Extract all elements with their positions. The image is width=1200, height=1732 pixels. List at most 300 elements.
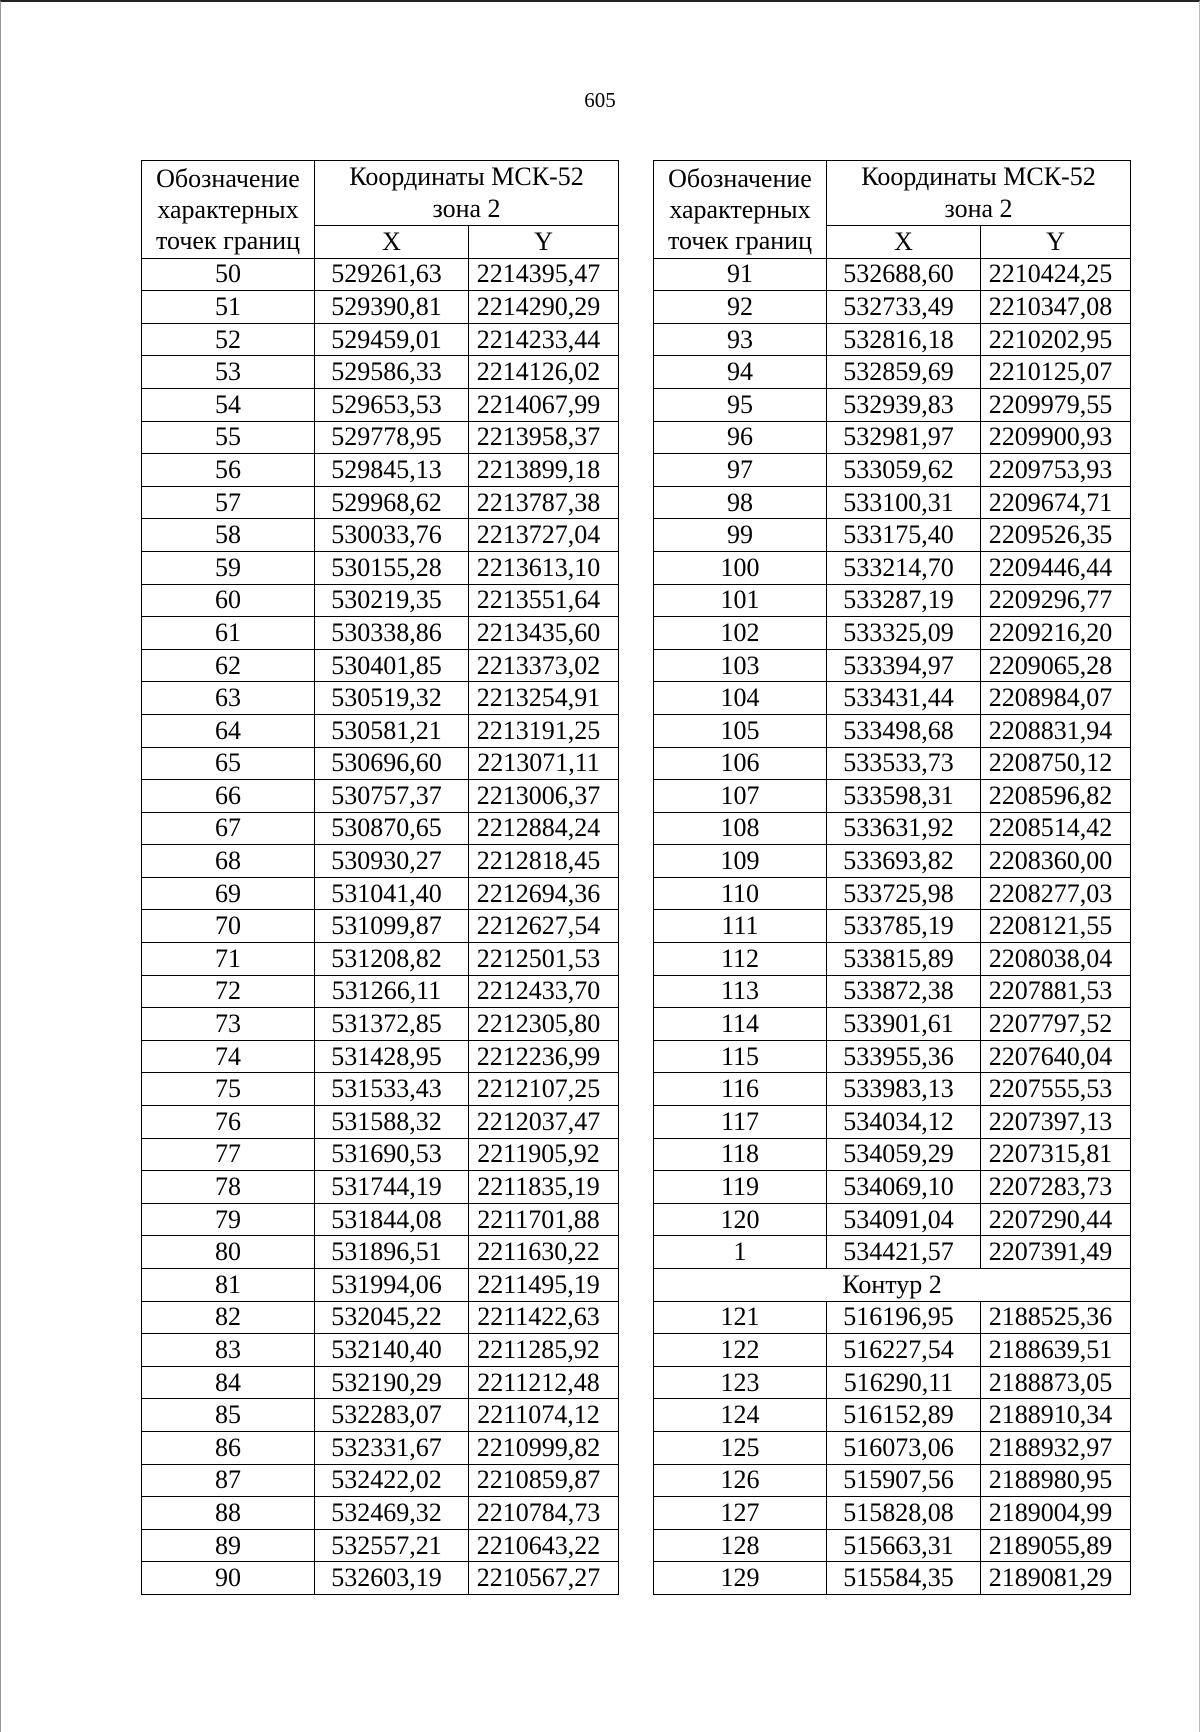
y-coordinate-cell: 2210567,27 [469, 1562, 619, 1595]
y-coordinate-cell: 2208360,00 [981, 845, 1131, 878]
point-id-cell: 66 [142, 780, 315, 813]
x-coordinate-cell: 531266,11 [315, 975, 469, 1008]
y-coordinate-cell: 2207315,81 [981, 1138, 1131, 1171]
x-coordinate-cell: 533785,19 [827, 910, 981, 943]
point-id-cell: 83 [142, 1334, 315, 1367]
x-coordinate-cell: 515907,56 [827, 1464, 981, 1497]
table-body [142, 258, 619, 1594]
point-id-cell: 95 [654, 388, 827, 421]
point-id-cell: 82 [142, 1301, 315, 1334]
x-coordinate-cell: 516290,11 [827, 1366, 981, 1399]
table-row [654, 1301, 1131, 1334]
y-coordinate-cell: 2213435,60 [469, 617, 619, 650]
table-row [142, 551, 619, 584]
y-coordinate-cell: 2210643,22 [469, 1529, 619, 1562]
x-column-header: X [827, 226, 981, 259]
page-number: 605 [584, 88, 616, 112]
point-id-cell: 65 [142, 747, 315, 780]
point-id-cell: 96 [654, 421, 827, 454]
table-row [142, 1431, 619, 1464]
point-id-cell: 69 [142, 877, 315, 910]
point-id-cell: 99 [654, 519, 827, 552]
point-id-cell: 125 [654, 1431, 827, 1464]
point-id-cell: 71 [142, 943, 315, 976]
point-column-header [142, 161, 315, 259]
table-row [654, 617, 1131, 650]
point-id-cell: 63 [142, 682, 315, 715]
y-coordinate-cell: 2213006,37 [469, 780, 619, 813]
x-coordinate-cell: 530696,60 [315, 747, 469, 780]
y-coordinate-cell: 2212884,24 [469, 812, 619, 845]
header-line: точек границ [667, 225, 813, 255]
x-column-header: X [315, 226, 469, 259]
y-coordinate-cell: 2211285,92 [469, 1334, 619, 1367]
y-coordinate-cell: 2212694,36 [469, 877, 619, 910]
table-row [654, 943, 1131, 976]
y-coordinate-cell: 2209296,77 [981, 584, 1131, 617]
x-coordinate-cell: 532603,19 [315, 1562, 469, 1595]
x-coordinate-cell: 531099,87 [315, 910, 469, 943]
y-coordinate-cell: 2210202,95 [981, 323, 1131, 356]
table-row [142, 356, 619, 389]
x-coordinate-cell: 532283,07 [315, 1399, 469, 1432]
table-row [142, 454, 619, 487]
table-row [654, 1399, 1131, 1432]
x-coordinate-cell: 533901,61 [827, 1008, 981, 1041]
y-coordinate-cell: 2211074,12 [469, 1399, 619, 1432]
x-coordinate-cell: 531690,53 [315, 1138, 469, 1171]
x-coordinate-cell: 533815,89 [827, 943, 981, 976]
point-id-cell: 67 [142, 812, 315, 845]
y-coordinate-cell: 2189081,29 [981, 1562, 1131, 1595]
table-row [654, 1431, 1131, 1464]
point-id-cell: 121 [654, 1301, 827, 1334]
x-coordinate-cell: 533287,19 [827, 584, 981, 617]
x-coordinate-cell: 530155,28 [315, 551, 469, 584]
y-coordinate-cell: 2208514,42 [981, 812, 1131, 845]
y-coordinate-cell: 2207283,73 [981, 1171, 1131, 1204]
table-row [142, 519, 619, 552]
x-coordinate-cell: 533214,70 [827, 551, 981, 584]
y-coordinate-cell: 2207290,44 [981, 1203, 1131, 1236]
y-coordinate-cell: 2213071,11 [469, 747, 619, 780]
table-row [142, 258, 619, 291]
coordinates-header [827, 161, 1131, 226]
point-column-header [654, 161, 827, 259]
table-row [654, 975, 1131, 1008]
point-id-cell: 129 [654, 1562, 827, 1595]
x-coordinate-cell: 533498,68 [827, 714, 981, 747]
point-id-cell: 50 [142, 258, 315, 291]
y-coordinate-cell: 2208121,55 [981, 910, 1131, 943]
y-coordinate-cell: 2212627,54 [469, 910, 619, 943]
x-coordinate-cell: 534091,04 [827, 1203, 981, 1236]
table-row [654, 1138, 1131, 1171]
y-coordinate-cell: 2207555,53 [981, 1073, 1131, 1106]
y-coordinate-cell: 2208984,07 [981, 682, 1131, 715]
y-coordinate-cell: 2209065,28 [981, 649, 1131, 682]
x-coordinate-cell: 530401,85 [315, 649, 469, 682]
point-id-cell: 120 [654, 1203, 827, 1236]
x-coordinate-cell: 533693,82 [827, 845, 981, 878]
x-coordinate-cell: 516073,06 [827, 1431, 981, 1464]
y-coordinate-cell: 2210125,07 [981, 356, 1131, 389]
x-coordinate-cell: 531041,40 [315, 877, 469, 910]
x-coordinate-cell: 533059,62 [827, 454, 981, 487]
table-row [142, 1464, 619, 1497]
x-coordinate-cell: 534059,29 [827, 1138, 981, 1171]
y-coordinate-cell: 2210347,08 [981, 291, 1131, 324]
y-coordinate-cell: 2209526,35 [981, 519, 1131, 552]
x-coordinate-cell: 532331,67 [315, 1431, 469, 1464]
table-row [654, 1040, 1131, 1073]
table-row [654, 910, 1131, 943]
table-row [654, 649, 1131, 682]
y-coordinate-cell: 2189055,89 [981, 1529, 1131, 1562]
table-row [142, 649, 619, 682]
header-line: точек границ [155, 225, 301, 255]
point-id-cell: 103 [654, 649, 827, 682]
x-coordinate-cell: 531896,51 [315, 1236, 469, 1269]
y-coordinate-cell: 2188910,34 [981, 1399, 1131, 1432]
y-coordinate-cell: 2209674,71 [981, 486, 1131, 519]
table-row [654, 714, 1131, 747]
table-row [142, 617, 619, 650]
table-row [142, 1008, 619, 1041]
table-row [654, 1236, 1131, 1269]
header-line: характерных [157, 194, 299, 224]
point-id-cell: 119 [654, 1171, 827, 1204]
x-coordinate-cell: 532045,22 [315, 1301, 469, 1334]
y-coordinate-cell: 2208831,94 [981, 714, 1131, 747]
x-coordinate-cell: 533325,09 [827, 617, 981, 650]
x-coordinate-cell: 529968,62 [315, 486, 469, 519]
point-id-cell: 85 [142, 1399, 315, 1432]
table-row [142, 682, 619, 715]
point-id-cell: 74 [142, 1040, 315, 1073]
coordinates-header [315, 161, 619, 226]
table-row [654, 1203, 1131, 1236]
y-coordinate-cell: 2214067,99 [469, 388, 619, 421]
x-coordinate-cell: 534069,10 [827, 1171, 981, 1204]
y-coordinate-cell: 2212818,45 [469, 845, 619, 878]
table-row [142, 1562, 619, 1595]
table-row [654, 356, 1131, 389]
table-row [654, 845, 1131, 878]
y-coordinate-cell: 2213373,02 [469, 649, 619, 682]
y-coordinate-cell: 2210859,87 [469, 1464, 619, 1497]
header-line: характерных [669, 194, 811, 224]
point-id-cell: 112 [654, 943, 827, 976]
point-id-cell: 97 [654, 454, 827, 487]
y-coordinate-cell: 2213787,38 [469, 486, 619, 519]
y-coordinate-cell: 2212305,80 [469, 1008, 619, 1041]
table-row [654, 1171, 1131, 1204]
x-coordinate-cell: 533533,73 [827, 747, 981, 780]
point-id-cell: 76 [142, 1106, 315, 1139]
y-coordinate-cell: 2210999,82 [469, 1431, 619, 1464]
y-coordinate-cell: 2210784,73 [469, 1497, 619, 1530]
point-id-cell: 70 [142, 910, 315, 943]
x-coordinate-cell: 530033,76 [315, 519, 469, 552]
point-id-cell: 113 [654, 975, 827, 1008]
point-id-cell: 57 [142, 486, 315, 519]
header-line: Обозначение [156, 163, 300, 193]
x-coordinate-cell: 530519,32 [315, 682, 469, 715]
point-id-cell: 107 [654, 780, 827, 813]
y-coordinate-cell: 2207397,13 [981, 1106, 1131, 1139]
x-coordinate-cell: 529845,13 [315, 454, 469, 487]
point-id-cell: 116 [654, 1073, 827, 1106]
x-coordinate-cell: 530930,27 [315, 845, 469, 878]
table-row [142, 1236, 619, 1269]
y-coordinate-cell: 2212236,99 [469, 1040, 619, 1073]
y-coordinate-cell: 2211835,19 [469, 1171, 619, 1204]
y-coordinate-cell: 2207391,49 [981, 1236, 1131, 1269]
point-id-cell: 56 [142, 454, 315, 487]
y-coordinate-cell: 2213254,91 [469, 682, 619, 715]
y-coordinate-cell: 2208750,12 [981, 747, 1131, 780]
table-row [654, 1106, 1131, 1139]
point-id-cell: 104 [654, 682, 827, 715]
table-row [142, 291, 619, 324]
point-id-cell: 90 [142, 1562, 315, 1595]
point-id-cell: 84 [142, 1366, 315, 1399]
table-row [142, 1073, 619, 1106]
point-id-cell: 51 [142, 291, 315, 324]
y-coordinate-cell: 2188932,97 [981, 1431, 1131, 1464]
table-row [654, 1529, 1131, 1562]
y-coordinate-cell: 2211630,22 [469, 1236, 619, 1269]
point-id-cell: 78 [142, 1171, 315, 1204]
table-row [654, 1073, 1131, 1106]
x-coordinate-cell: 530870,65 [315, 812, 469, 845]
x-coordinate-cell: 529778,95 [315, 421, 469, 454]
y-coordinate-cell: 2207797,52 [981, 1008, 1131, 1041]
table-row [142, 1171, 619, 1204]
x-coordinate-cell: 531588,32 [315, 1106, 469, 1139]
point-id-cell: 114 [654, 1008, 827, 1041]
x-coordinate-cell: 533872,38 [827, 975, 981, 1008]
table-row [142, 943, 619, 976]
y-coordinate-cell: 2208277,03 [981, 877, 1131, 910]
table-row [142, 1301, 619, 1334]
table-row [142, 1497, 619, 1530]
table-row [654, 388, 1131, 421]
y-coordinate-cell: 2214290,29 [469, 291, 619, 324]
x-coordinate-cell: 531744,19 [315, 1171, 469, 1204]
header-line: зона 2 [944, 194, 1013, 223]
x-coordinate-cell: 515663,31 [827, 1529, 981, 1562]
x-coordinate-cell: 516152,89 [827, 1399, 981, 1432]
point-id-cell: 75 [142, 1073, 315, 1106]
y-column-header: Y [469, 226, 619, 259]
y-coordinate-cell: 2211905,92 [469, 1138, 619, 1171]
table-row [654, 1366, 1131, 1399]
table-row [142, 780, 619, 813]
table-row [142, 845, 619, 878]
point-id-cell: 117 [654, 1106, 827, 1139]
x-coordinate-cell: 529586,33 [315, 356, 469, 389]
y-coordinate-cell: 2209446,44 [981, 551, 1131, 584]
y-coordinate-cell: 2209753,93 [981, 454, 1131, 487]
point-id-cell: 100 [654, 551, 827, 584]
y-coordinate-cell: 2211422,63 [469, 1301, 619, 1334]
point-id-cell: 79 [142, 1203, 315, 1236]
x-coordinate-cell: 531208,82 [315, 943, 469, 976]
point-id-cell: 87 [142, 1464, 315, 1497]
point-id-cell: 52 [142, 323, 315, 356]
point-id-cell: 80 [142, 1236, 315, 1269]
y-coordinate-cell: 2188525,36 [981, 1301, 1131, 1334]
x-coordinate-cell: 529261,63 [315, 258, 469, 291]
point-id-cell: 111 [654, 910, 827, 943]
point-id-cell: 81 [142, 1269, 315, 1302]
table-row [142, 1138, 619, 1171]
point-id-cell: 94 [654, 356, 827, 389]
point-id-cell: 89 [142, 1529, 315, 1562]
header-line: Координаты МСК-52 [861, 162, 1096, 191]
point-id-cell: 93 [654, 323, 827, 356]
x-coordinate-cell: 533175,40 [827, 519, 981, 552]
table-row [654, 1334, 1131, 1367]
table-row [654, 323, 1131, 356]
x-coordinate-cell: 533955,36 [827, 1040, 981, 1073]
x-coordinate-cell: 531428,95 [315, 1040, 469, 1073]
x-coordinate-cell: 532859,69 [827, 356, 981, 389]
table-row [654, 291, 1131, 324]
table-row [142, 1269, 619, 1302]
y-coordinate-cell: 2214395,47 [469, 258, 619, 291]
table-row [142, 1203, 619, 1236]
x-coordinate-cell: 529459,01 [315, 323, 469, 356]
point-id-cell: 108 [654, 812, 827, 845]
y-coordinate-cell: 2212433,70 [469, 975, 619, 1008]
point-id-cell: 58 [142, 519, 315, 552]
table-row [654, 519, 1131, 552]
point-id-cell: 105 [654, 714, 827, 747]
point-id-cell: 1 [654, 1236, 827, 1269]
x-coordinate-cell: 516227,54 [827, 1334, 981, 1367]
x-coordinate-cell: 530757,37 [315, 780, 469, 813]
table-row [142, 910, 619, 943]
x-coordinate-cell: 532190,29 [315, 1366, 469, 1399]
x-coordinate-cell: 532422,02 [315, 1464, 469, 1497]
table-row [142, 975, 619, 1008]
table-body [654, 258, 1131, 1594]
x-coordinate-cell: 532816,18 [827, 323, 981, 356]
x-coordinate-cell: 532557,21 [315, 1529, 469, 1562]
y-coordinate-cell: 2213613,10 [469, 551, 619, 584]
table-row [142, 421, 619, 454]
y-coordinate-cell: 2211495,19 [469, 1269, 619, 1302]
header-line: зона 2 [432, 194, 501, 223]
x-coordinate-cell: 532688,60 [827, 258, 981, 291]
point-id-cell: 88 [142, 1497, 315, 1530]
table-row [654, 780, 1131, 813]
y-coordinate-cell: 2212037,47 [469, 1106, 619, 1139]
table-row [654, 812, 1131, 845]
y-coordinate-cell: 2209216,20 [981, 617, 1131, 650]
x-coordinate-cell: 532939,83 [827, 388, 981, 421]
y-coordinate-cell: 2211212,48 [469, 1366, 619, 1399]
y-coordinate-cell: 2212501,53 [469, 943, 619, 976]
point-id-cell: 124 [654, 1399, 827, 1432]
table-row [142, 1040, 619, 1073]
x-coordinate-cell: 533394,97 [827, 649, 981, 682]
table-row [142, 388, 619, 421]
point-id-cell: 123 [654, 1366, 827, 1399]
y-coordinate-cell: 2213551,64 [469, 584, 619, 617]
contour-row [654, 1269, 1131, 1302]
x-coordinate-cell: 533631,92 [827, 812, 981, 845]
x-coordinate-cell: 533598,31 [827, 780, 981, 813]
y-coordinate-cell: 2213727,04 [469, 519, 619, 552]
point-id-cell: 115 [654, 1040, 827, 1073]
table-row [142, 486, 619, 519]
x-coordinate-cell: 530581,21 [315, 714, 469, 747]
y-coordinate-cell: 2208038,04 [981, 943, 1131, 976]
y-coordinate-cell: 2209900,93 [981, 421, 1131, 454]
y-coordinate-cell: 2207640,04 [981, 1040, 1131, 1073]
table-row [142, 323, 619, 356]
point-id-cell: 106 [654, 747, 827, 780]
table-row [142, 877, 619, 910]
y-coordinate-cell: 2210424,25 [981, 258, 1131, 291]
x-coordinate-cell: 534034,12 [827, 1106, 981, 1139]
y-column-header: Y [981, 226, 1131, 259]
x-coordinate-cell: 530219,35 [315, 584, 469, 617]
x-coordinate-cell: 533725,98 [827, 877, 981, 910]
y-coordinate-cell: 2213191,25 [469, 714, 619, 747]
point-id-cell: 61 [142, 617, 315, 650]
y-coordinate-cell: 2188639,51 [981, 1334, 1131, 1367]
y-coordinate-cell: 2189004,99 [981, 1497, 1131, 1530]
x-coordinate-cell: 532733,49 [827, 291, 981, 324]
point-id-cell: 59 [142, 551, 315, 584]
point-id-cell: 86 [142, 1431, 315, 1464]
table-row [654, 454, 1131, 487]
y-coordinate-cell: 2188980,95 [981, 1464, 1131, 1497]
table-row [142, 747, 619, 780]
y-coordinate-cell: 2207881,53 [981, 975, 1131, 1008]
table-row [654, 747, 1131, 780]
point-id-cell: 98 [654, 486, 827, 519]
point-id-cell: 109 [654, 845, 827, 878]
point-id-cell: 77 [142, 1138, 315, 1171]
x-coordinate-cell: 531994,06 [315, 1269, 469, 1302]
x-coordinate-cell: 529390,81 [315, 291, 469, 324]
point-id-cell: 73 [142, 1008, 315, 1041]
coordinates-table-left [141, 160, 619, 1595]
x-coordinate-cell: 531533,43 [315, 1073, 469, 1106]
table-row [654, 551, 1131, 584]
x-coordinate-cell: 533431,44 [827, 682, 981, 715]
point-id-cell: 54 [142, 388, 315, 421]
table-row [654, 682, 1131, 715]
table-row [142, 1334, 619, 1367]
point-id-cell: 122 [654, 1334, 827, 1367]
x-coordinate-cell: 530338,86 [315, 617, 469, 650]
point-id-cell: 102 [654, 617, 827, 650]
point-id-cell: 101 [654, 584, 827, 617]
table-row [142, 812, 619, 845]
point-id-cell: 127 [654, 1497, 827, 1530]
x-coordinate-cell: 533100,31 [827, 486, 981, 519]
table-row [654, 584, 1131, 617]
y-coordinate-cell: 2213899,18 [469, 454, 619, 487]
x-coordinate-cell: 532981,97 [827, 421, 981, 454]
